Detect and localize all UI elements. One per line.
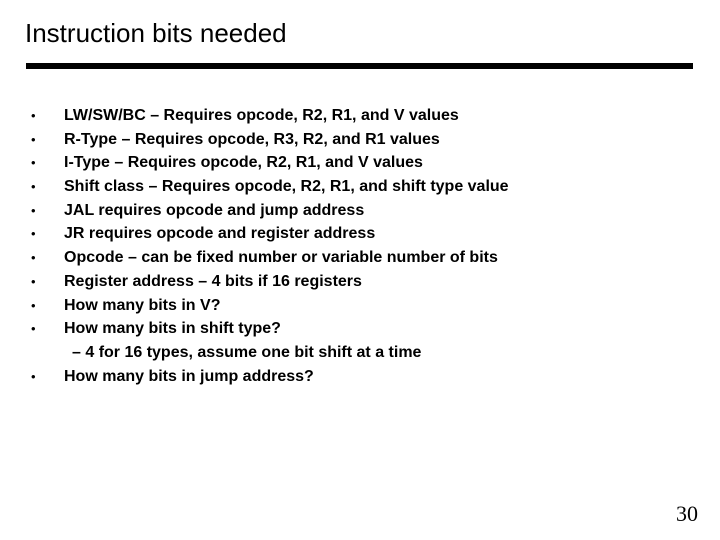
bullet-icon: • bbox=[31, 273, 36, 289]
bullet-text: Shift class – Requires opcode, R2, R1, and shift type value bbox=[64, 178, 509, 196]
bullet-text: How many bits in V? bbox=[64, 296, 221, 314]
bullet-text: Register address – 4 bits if 16 registers bbox=[64, 272, 362, 290]
bullet-text: JAL requires opcode and jump address bbox=[64, 201, 365, 219]
bullet-icon: • bbox=[31, 226, 36, 242]
bullet-icon: • bbox=[31, 155, 36, 171]
bullet-icon: • bbox=[31, 202, 36, 218]
title-divider bbox=[26, 63, 693, 69]
bullet-text: R-Type – Requires opcode, R3, R2, and R1 values bbox=[64, 130, 440, 148]
bullet-text: Opcode – can be fixed number or variable number of bits bbox=[64, 249, 498, 267]
slide-title: Instruction bits needed bbox=[25, 18, 287, 48]
bullet-icon: • bbox=[31, 297, 36, 313]
bullet-text: How many bits in shift type? bbox=[64, 320, 281, 338]
bullet-icon: • bbox=[31, 179, 36, 195]
bullet-icon: • bbox=[31, 250, 36, 266]
bullet-icon: • bbox=[31, 368, 36, 384]
bullet-text: JR requires opcode and register address bbox=[64, 225, 376, 243]
bullet-icon: • bbox=[31, 108, 36, 123]
page-number: 30 bbox=[676, 501, 698, 526]
bullet-icon: • bbox=[31, 321, 36, 337]
sub-bullet-text: – 4 for 16 types, assume one bit shift at a time bbox=[72, 343, 422, 361]
bullet-text: I-Type – Requires opcode, R2, R1, and V values bbox=[64, 154, 423, 172]
bullet-text: LW/SW/BC – Requires opcode, R2, R1, and V values bbox=[64, 107, 459, 124]
bullet-text: How many bits in jump address? bbox=[64, 367, 314, 385]
bullet-icon: • bbox=[31, 131, 36, 147]
